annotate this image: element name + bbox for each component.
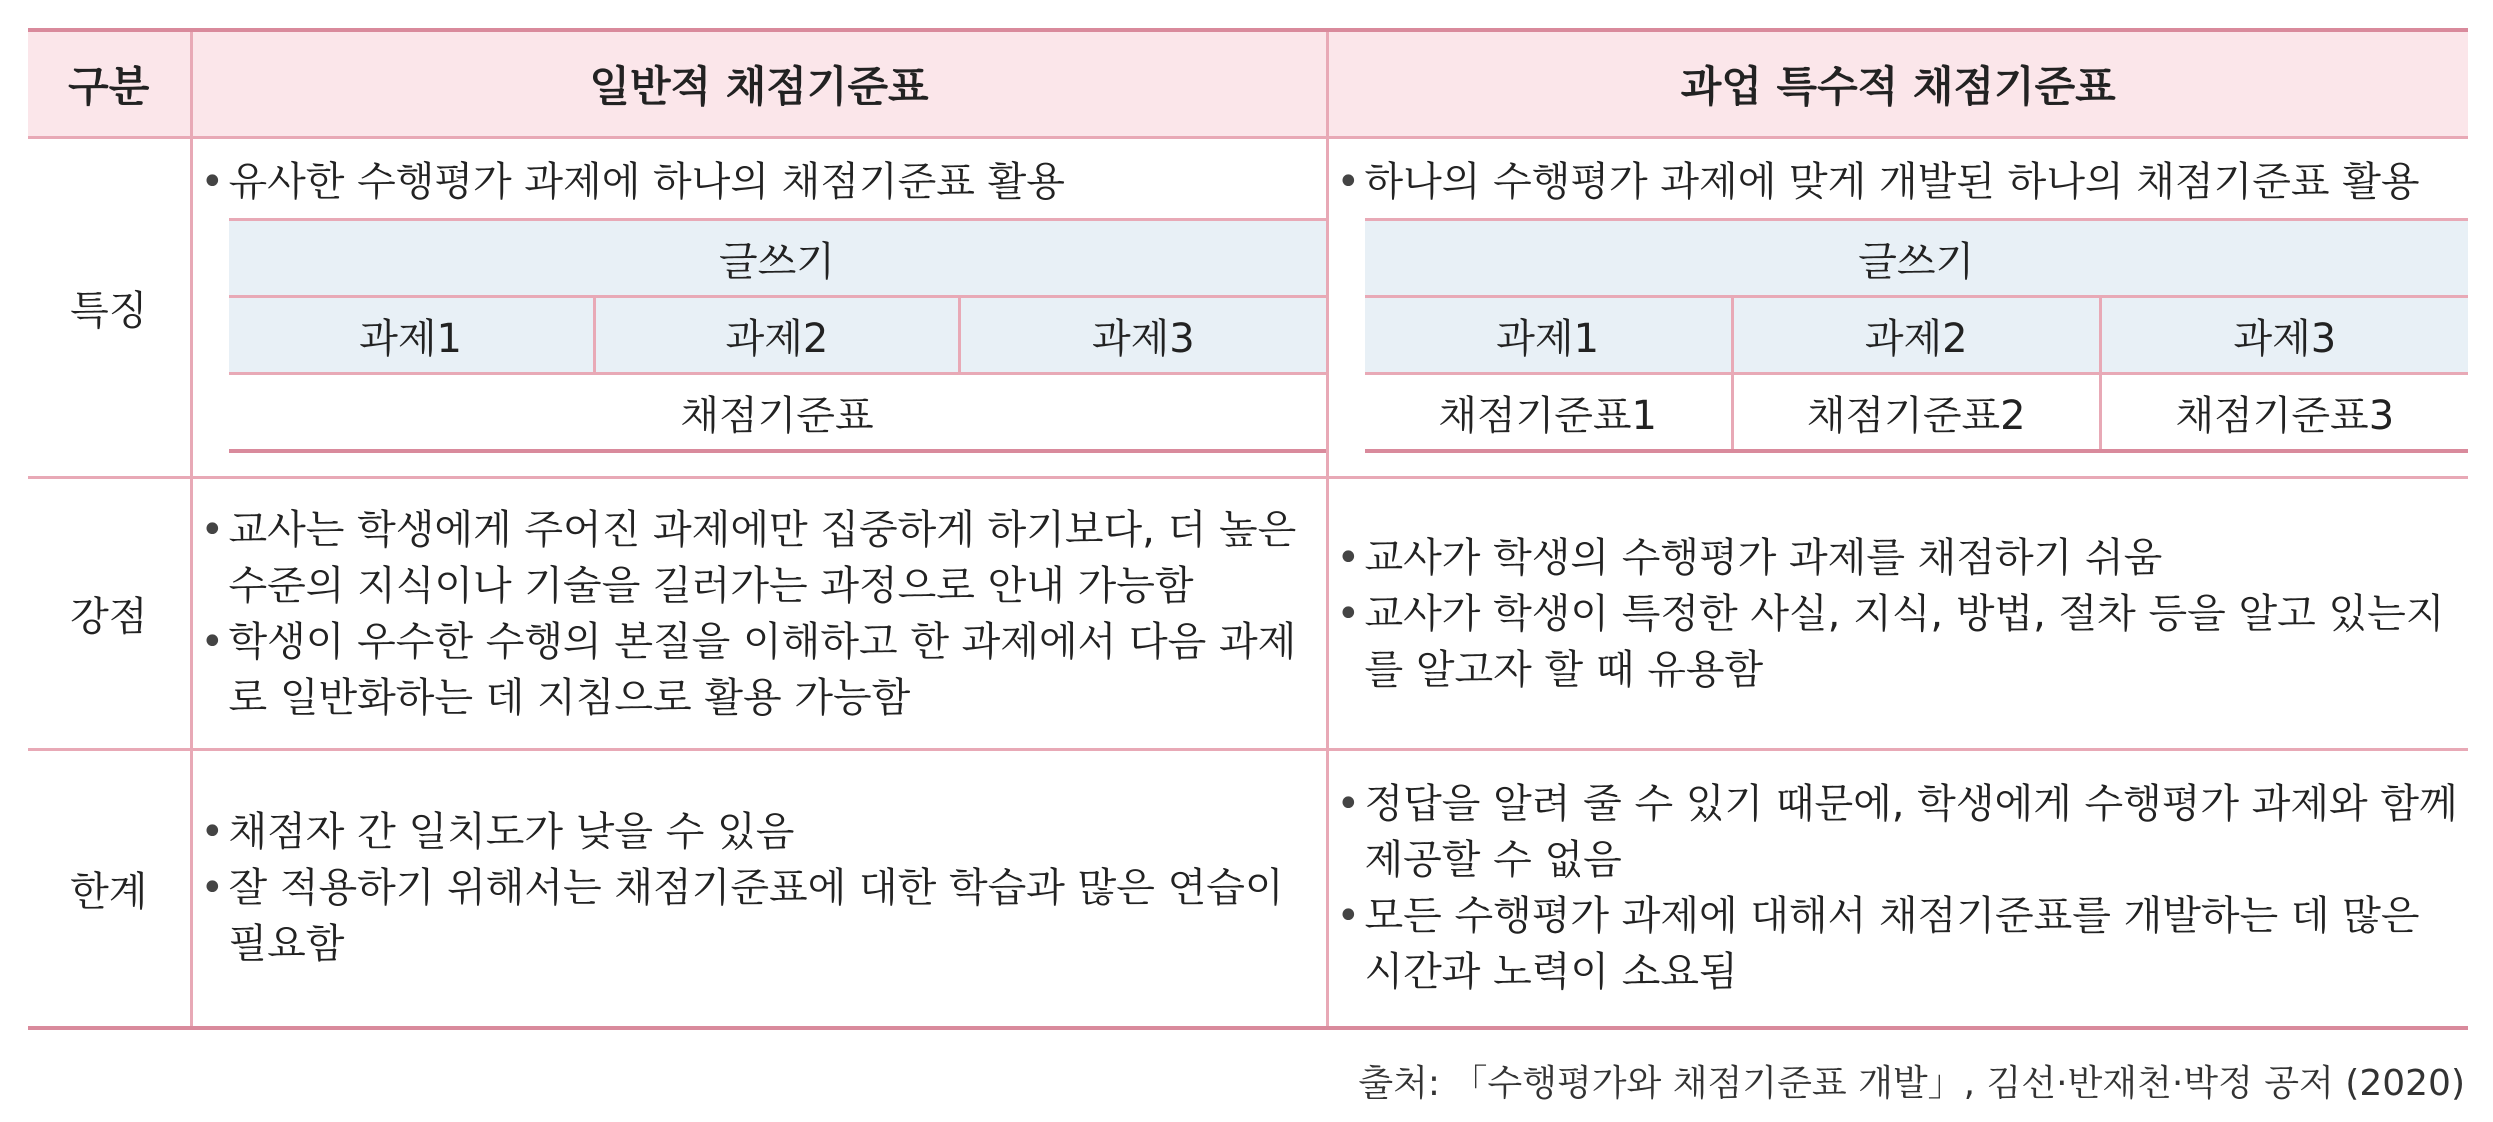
- list-item: • 잘 적용하기 위해서는 채점기준표에 대한 학습과 많은 연습이 필요함: [193, 860, 1326, 972]
- diagram-task-2: 과제2: [594, 297, 960, 374]
- features-specific-cell: [1327, 138, 2468, 478]
- list-item: • 학생이 우수한 수행의 본질을 이해하고 한 과제에서 다음 과제로 일반화하는 데 지침으로 활용 가능함: [193, 614, 1326, 726]
- diagram-top-row: [1365, 220, 2469, 297]
- rubric-comparison-table: [28, 28, 2468, 1030]
- diagram-task-1: 과제1: [1365, 297, 1733, 374]
- features-general-list: [193, 154, 1326, 210]
- source-citation: 출처: 「수행평가와 채점기준표 개발」, 김선·반재천·박정 공저 (2020): [1358, 1063, 2465, 1104]
- diagram-task-row: [229, 297, 1326, 374]
- limits-specific-cell: [1327, 750, 2468, 1028]
- list-item: • 유사한 수행평가 과제에 하나의 채점기준표 활용: [193, 154, 1326, 210]
- diagram-task-3: 과제3: [2100, 297, 2468, 374]
- diagram-rubric-label: 채점기준표: [229, 374, 1326, 452]
- strengths-specific-list: [1329, 530, 2469, 698]
- diagram-top-row: [229, 220, 1326, 297]
- diagram-rubric-2: 채점기준표2: [1732, 374, 2100, 452]
- general-rubric-diagram: [229, 218, 1326, 453]
- diagram-task-3: 과제3: [960, 297, 1326, 374]
- list-item: • 모든 수행평가 과제에 대해서 채점기준표를 개발하는 데 많은 시간과 노력이 소요됨: [1329, 888, 2469, 1000]
- diagram-writing-label: 글쓰기: [229, 220, 1326, 297]
- list-item: • 정답을 알려 줄 수 있기 때문에, 학생에게 수행평가 과제와 함께 제공할 수 없음: [1329, 776, 2469, 888]
- features-row: [28, 138, 2468, 478]
- diagram-rubric-row: [229, 374, 1326, 452]
- strengths-general-cell: [191, 478, 1327, 750]
- strengths-row: [28, 478, 2468, 750]
- features-general-cell: [191, 138, 1327, 478]
- list-item: • 교사가 학생이 특정한 사실, 지식, 방법, 절차 등을 알고 있는지를 알고자 할 때 유용함: [1329, 586, 2469, 698]
- diagram-rubric-1: 채점기준표1: [1365, 374, 1733, 452]
- list-item: • 하나의 수행평가 과제에 맞게 개발된 하나의 채점기준표 활용: [1329, 154, 2469, 210]
- diagram-rubric-3: 채점기준표3: [2100, 374, 2468, 452]
- row-label-limits: 한계: [28, 750, 191, 1028]
- task-specific-rubric-diagram: [1365, 218, 2469, 453]
- list-item: • 채점자 간 일치도가 낮을 수 있음: [193, 804, 1326, 860]
- row-label-strengths: 강점: [28, 478, 191, 750]
- features-specific-list: [1329, 154, 2469, 210]
- limits-general-cell: [191, 750, 1327, 1028]
- header-category: 구분: [28, 30, 191, 138]
- diagram-rubric-row: [1365, 374, 2469, 452]
- header-row: [28, 30, 2468, 138]
- diagram-task-2: 과제2: [1732, 297, 2100, 374]
- header-general-rubric: 일반적 채점기준표: [191, 30, 1327, 138]
- list-item: • 교사는 학생에게 주어진 과제에만 집중하게 하기보다, 더 높은 수준의 지식이나 기술을 길러가는 과정으로 안내 가능함: [193, 502, 1326, 614]
- header-task-specific-rubric: 과업 특수적 채점기준표: [1327, 30, 2468, 138]
- diagram-task-row: [1365, 297, 2469, 374]
- diagram-task-1: 과제1: [229, 297, 595, 374]
- list-item: • 교사가 학생의 수행평가 과제를 채점하기 쉬움: [1329, 530, 2469, 586]
- strengths-specific-cell: [1327, 478, 2468, 750]
- limits-general-list: [193, 804, 1326, 972]
- strengths-general-list: [193, 502, 1326, 726]
- row-label-features: 특징: [28, 138, 191, 478]
- limits-specific-list: [1329, 776, 2469, 1000]
- diagram-writing-label: 글쓰기: [1365, 220, 2469, 297]
- limits-row: [28, 750, 2468, 1028]
